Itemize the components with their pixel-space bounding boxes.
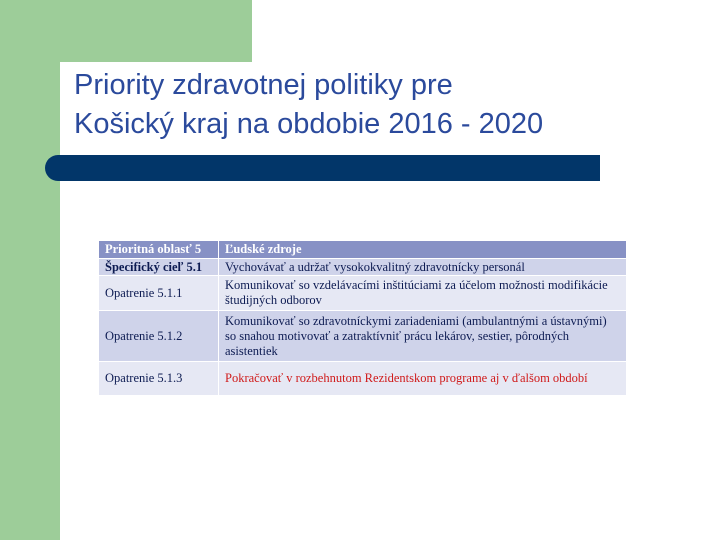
row-label-cell: Opatrenie 5.1.3 (99, 362, 219, 396)
table-row (99, 276, 627, 311)
table-header-row (99, 241, 627, 259)
row-label-cell: Špecifický cieľ 5.1 (99, 259, 219, 276)
table-row (99, 311, 627, 362)
slide-title-line1: Priority zdravotnej politiky pre (74, 69, 453, 101)
table-row (99, 362, 627, 396)
priority-table (98, 240, 627, 396)
row-value-cell: Komunikovať so zdravotníckymi zariadeniami (ambulantnými a ústavnými) so snahou motivovať a zatraktívniť prácu lekárov, sestier, pôrodných asistentiek (219, 311, 627, 362)
row-label-cell: Opatrenie 5.1.1 (99, 276, 219, 311)
row-label-cell: Opatrenie 5.1.2 (99, 311, 219, 362)
row-value-cell: Komunikovať so vzdelávacími inštitúciami za účelom možnosti modifikácie študijných odborov (219, 276, 627, 311)
row-value-cell-highlight: Pokračovať v rozbehnutom Rezidentskom programe aj v ďalšom období (219, 362, 627, 396)
title-divider-bar (45, 155, 600, 181)
slide-title-line2: Košický kraj na obdobie 2016 - 2020 (74, 108, 544, 140)
slide-title (74, 66, 694, 144)
header-label-cell: Prioritná oblasť 5 (99, 241, 219, 259)
left-accent-bar (0, 0, 60, 540)
row-value-cell: Vychovávať a udržať vysokokvalitný zdravotnícky personál (219, 259, 627, 276)
header-value-cell: Ľudské zdroje (219, 241, 627, 259)
top-accent-block (60, 0, 252, 62)
table-row (99, 259, 627, 276)
